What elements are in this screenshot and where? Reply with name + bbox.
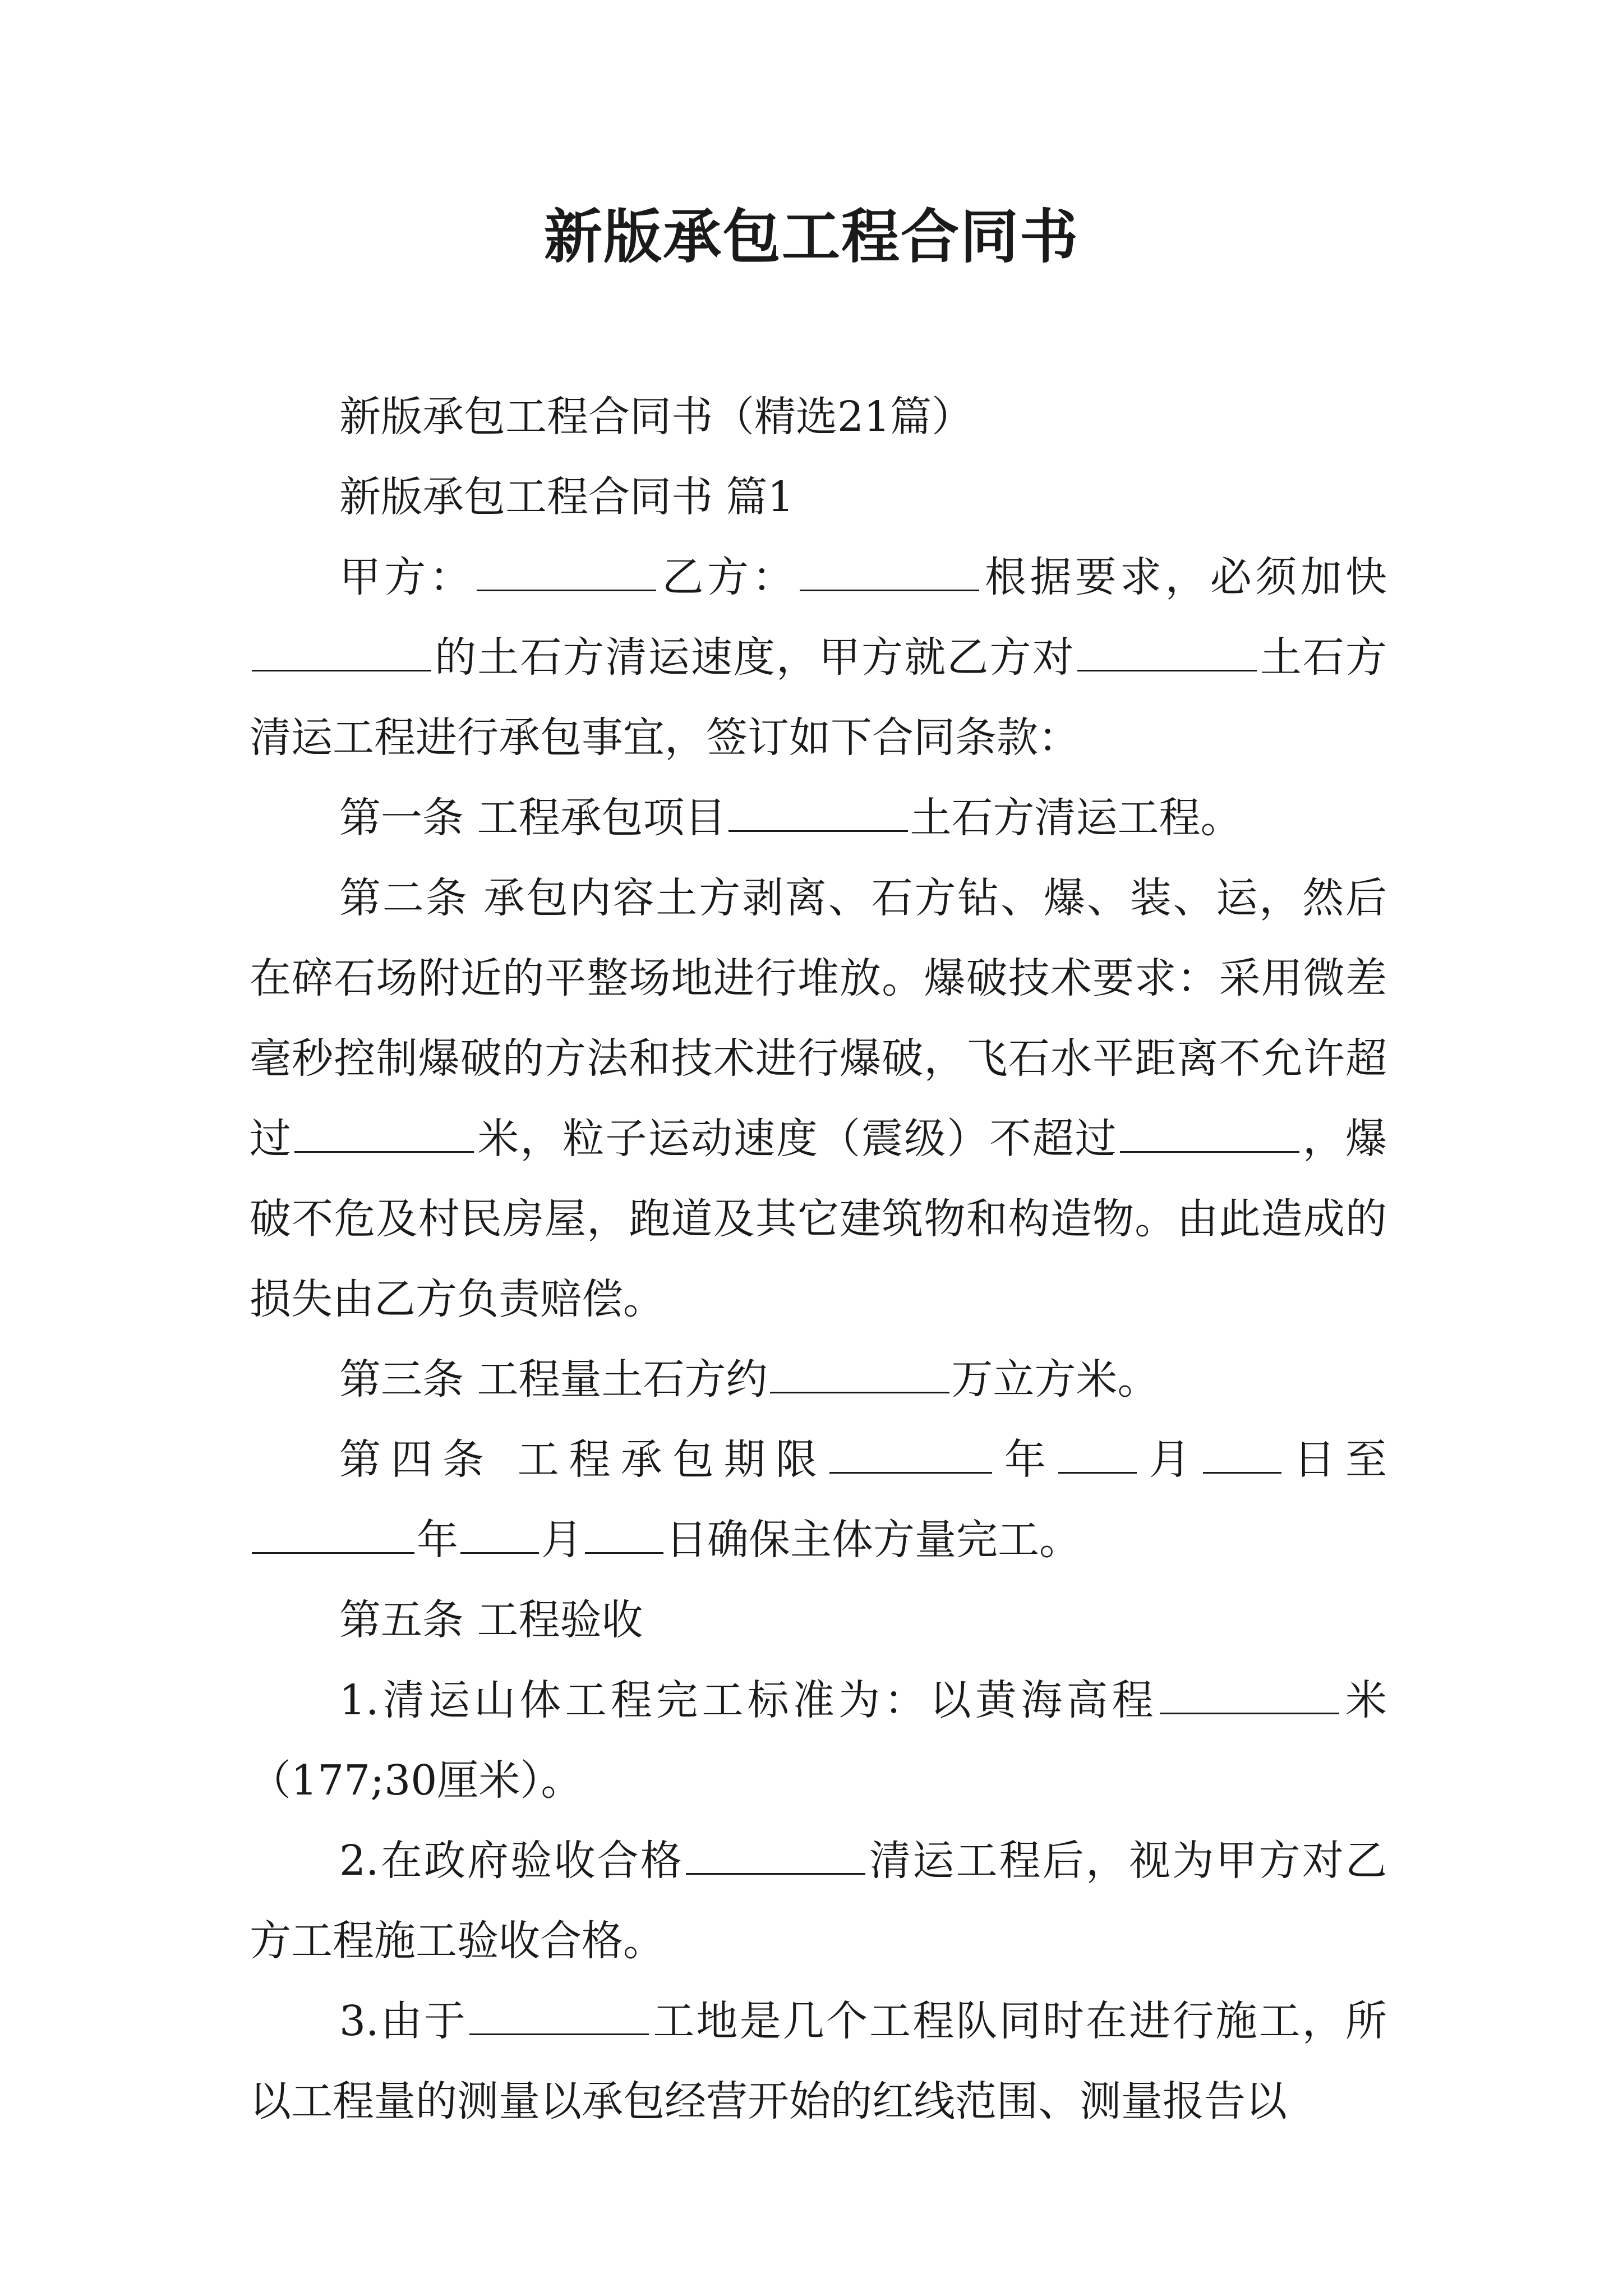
fill-in-blank (294, 1112, 474, 1153)
text-segment: 第三条 工程量土石方约 (339, 1355, 768, 1404)
fill-in-blank (1120, 1112, 1299, 1153)
paragraph-clause-2 (250, 1821, 1387, 1981)
text-segment: 3.由于 (339, 1997, 468, 2045)
paragraph-clause-1 (250, 1660, 1387, 1821)
paragraph-article-5 (250, 1580, 1387, 1660)
text-segment: 甲方： (339, 553, 475, 601)
text-segment: 根据要求，必须加快 (981, 553, 1387, 601)
text-segment: 第四条 工程承包期限 (339, 1435, 827, 1484)
paragraph-section-heading (250, 457, 1387, 537)
fill-in-blank (585, 1513, 663, 1554)
paragraph-article-3 (250, 1340, 1387, 1420)
fill-in-blank (1077, 631, 1257, 671)
fill-in-blank (1058, 1433, 1137, 1474)
document-title: 新版承包工程合同书 (543, 202, 1079, 271)
text-segment: 的土石方清运速度，甲方就乙方对 (434, 633, 1075, 682)
fill-in-blank (728, 791, 908, 832)
paragraph-collection-title (250, 377, 1387, 457)
text-segment: 日至 (1283, 1435, 1387, 1484)
text-segment: 工地是几个工程队同时在进行施工，所以工程量的测量以承包经营开始的红线范围、测量报告以 (250, 1997, 1387, 2125)
text-segment: 米（177;30厘米）。 (250, 1676, 1387, 1805)
paragraph-parties (250, 537, 1387, 778)
fill-in-blank (460, 1513, 539, 1554)
fill-in-blank (477, 550, 656, 591)
fill-in-blank (252, 1513, 414, 1554)
document-body (250, 377, 1387, 2142)
text-segment: 第一条 工程承包项目 (339, 794, 726, 842)
fill-in-blank (686, 1834, 865, 1875)
paragraph-article-2 (250, 858, 1387, 1340)
fill-in-blank (1203, 1433, 1281, 1474)
text-segment: 1.清运山体工程完工标准为：以黄海高程 (339, 1676, 1158, 1724)
text-segment: 乙方： (658, 553, 797, 601)
fill-in-blank (800, 550, 979, 591)
text-segment: 日确保主体方量完工。 (666, 1516, 1081, 1564)
text-segment: 月 (1138, 1435, 1201, 1484)
text-segment: 年 (417, 1516, 458, 1564)
text-segment: 万立方米。 (951, 1355, 1159, 1404)
paragraph-article-4 (250, 1420, 1387, 1580)
fill-in-blank (252, 631, 431, 671)
text-segment: 第五条 工程验收 (339, 1596, 643, 1644)
text-segment: ，爆破不危及村民房屋，跑道及其它建筑物和构造物。由此造成的损失由乙方负责赔偿。 (250, 1115, 1387, 1323)
paragraph-article-1 (250, 778, 1387, 858)
text-segment: 2.在政府验收合格 (339, 1837, 684, 1885)
text-segment: 第二条 承包内容土方剥离、石方钻、爆、装、运，然后在碎石场附近的平整场地进行堆放。爆破技术要求：采用微差毫秒控制爆破的方法和技术进行爆破，飞石水平距离不允许超过 (250, 874, 1387, 1163)
text-segment: 米，粒子运动速度（震级）不超过 (476, 1115, 1118, 1163)
text-segment: 月 (541, 1516, 583, 1564)
paragraph-text: 新版承包工程合同书 篇1 (339, 473, 794, 521)
text-segment: 土石方清运工程进行承包事宜，签订如下合同条款： (250, 633, 1387, 762)
fill-in-blank (770, 1352, 949, 1393)
text-segment: 土石方清运工程。 (910, 794, 1242, 842)
text-segment: 清运工程后，视为甲方对乙方工程施工验收合格。 (250, 1837, 1387, 1965)
paragraph-text: 新版承包工程合同书（精选21篇） (339, 393, 974, 441)
fill-in-blank (829, 1433, 992, 1474)
fill-in-blank (469, 1994, 649, 2035)
paragraph-clause-3 (250, 1981, 1387, 2142)
text-segment: 年 (994, 1435, 1056, 1484)
fill-in-blank (1160, 1673, 1339, 1714)
